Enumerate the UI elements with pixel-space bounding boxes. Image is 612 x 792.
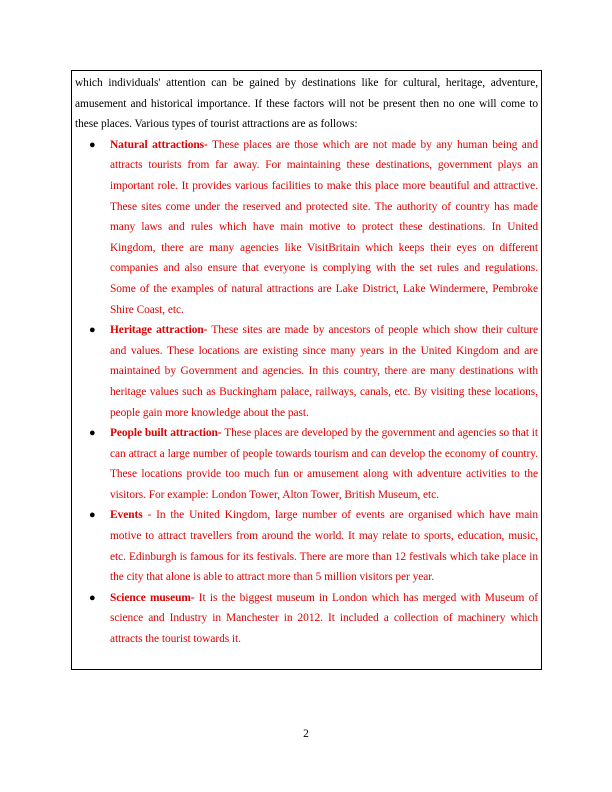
bullet-icon: ● xyxy=(89,138,96,151)
content-box xyxy=(71,70,542,670)
list-item-heritage-attraction xyxy=(75,320,538,423)
list-item-people-built-attraction xyxy=(75,423,538,505)
item-text: - In the United Kingdom, large number of events are organised which have main motive to attract travellers from around the world. It may relate to sports, education, music, etc. Edinburgh is famous for its festivals. There are more than 12 festivals which take place in the city that alone is able to attract more than 5 million visitors per year. xyxy=(110,509,538,584)
item-term: Events xyxy=(110,509,143,522)
page-number: 2 xyxy=(303,728,309,740)
bullet-icon: ● xyxy=(89,324,96,337)
intro-paragraph: which individuals' attention can be gained by destinations like for cultural, heritage, adventure, amusement and historical importance. If these factors will not be present then no one will come to these places. Various types of tourist attractions are as follows: xyxy=(75,77,538,131)
list-item-events xyxy=(75,505,538,587)
bullet-icon: ● xyxy=(89,591,96,604)
attractions-list xyxy=(75,135,538,650)
item-text: These places are those which are not made by any human being and attracts tourists from far away. For maintaining these destinations, government plays an important role. It provides various facilities to make this place more beautiful and attractive. These sites come under the reserved and protected site. The authority of country has made many laws and rules which have main motive to protect these destinations. In United Kingdom, there are many agencies like VisitBritain which keeps their eyes on different companies and also ensure that everyone is complying with the set rules and regulations. Some of the examples of natural attractions are Lake District, Lake Windermere, Pembroke Shire Coast, etc. xyxy=(110,138,538,316)
item-text: These sites are made by ancestors of people which show their culture and values. These locations are existing since many years in the United Kingdom and are maintained by Government and agencies. In this country, there are many destinations with heritage values such as Buckingham palace, railways, canals, etc. By visiting these locations, people gain more knowledge about the past. xyxy=(110,324,539,419)
item-text: It is the biggest museum in London which has merged with Museum of science and Industry in Manchester in 2012. It included a collection of machinery which attracts the tourist towards it. xyxy=(110,591,538,646)
bullet-icon: ● xyxy=(89,427,96,440)
bullet-icon: ● xyxy=(89,509,96,522)
item-term: Heritage attraction- xyxy=(110,324,208,337)
item-term: People built attraction- xyxy=(110,427,222,440)
item-term: Science museum- xyxy=(110,591,195,604)
list-item-natural-attractions xyxy=(75,135,538,320)
item-text: These places are developed by the government and agencies so that it can attract a large number of people towards tourism and can develop the economy of country. These locations provide too much fun or amusement along with adventure activities to the visitors. For example: London Tower, Alton Tower, British Museum, etc. xyxy=(110,427,539,501)
item-term: Natural attractions- xyxy=(110,138,208,151)
list-item-science-museum xyxy=(75,588,538,650)
